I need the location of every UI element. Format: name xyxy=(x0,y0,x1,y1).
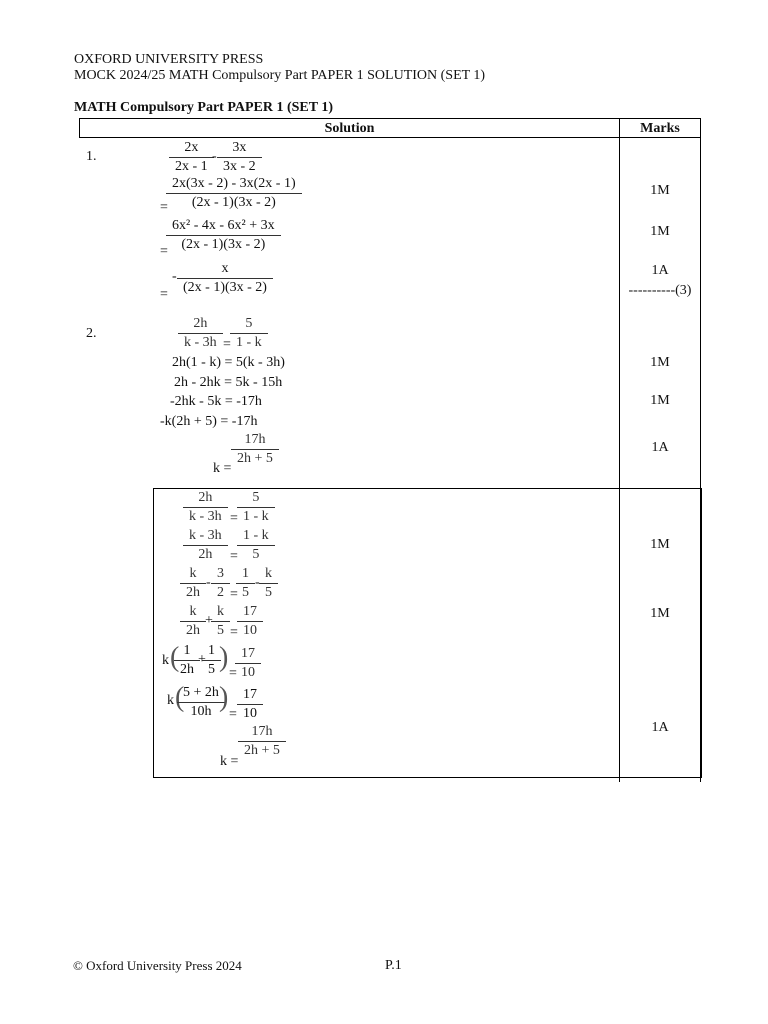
denominator: k - 3h xyxy=(178,333,223,352)
publisher: OXFORD UNIVERSITY PRESS xyxy=(74,52,264,67)
numerator: 17h xyxy=(244,432,266,447)
numerator: 5 xyxy=(245,316,253,331)
denominator: 10h xyxy=(177,702,225,721)
fraction xyxy=(186,489,225,526)
denominator: 2h xyxy=(180,621,206,640)
page-number: P.1 xyxy=(385,958,402,973)
fraction xyxy=(180,684,222,721)
equals: = xyxy=(229,707,237,722)
mark: 1M xyxy=(650,393,670,408)
fraction xyxy=(214,603,227,640)
equals: = xyxy=(230,511,238,526)
k-equals: k = xyxy=(220,754,239,769)
numerator: 1 - k xyxy=(243,528,269,543)
numerator: 2x(3x - 2) - 3x(2x - 1) xyxy=(172,176,296,191)
denominator: 10 xyxy=(235,663,261,682)
fraction xyxy=(240,489,272,526)
mark: 1A xyxy=(651,440,669,455)
equation-line: -2hk - 5k = -17h xyxy=(170,394,262,409)
denominator: 10 xyxy=(237,704,263,723)
question-number: 2. xyxy=(86,326,97,341)
denominator: k - 3h xyxy=(183,507,228,526)
denominator: 2h xyxy=(174,660,200,679)
numerator: k xyxy=(265,566,272,581)
numerator: 2h xyxy=(198,490,213,505)
operator: + xyxy=(198,652,206,667)
fraction xyxy=(181,315,220,352)
denominator: 5 xyxy=(211,621,230,640)
fraction xyxy=(177,642,197,679)
fraction xyxy=(240,603,260,640)
equals: = xyxy=(230,625,238,640)
mark: 1M xyxy=(650,183,670,198)
numerator: 3x xyxy=(232,140,247,155)
numerator: 1 xyxy=(208,643,215,658)
document-subtitle: MOCK 2024/25 MATH Compulsory Part PAPER 1 SOLUTION (SET 1) xyxy=(74,68,486,83)
numerator: 6x² - 4x - 6x² + 3x xyxy=(172,218,275,233)
denominator: 2 xyxy=(211,583,230,602)
numerator: 17 xyxy=(241,646,255,661)
numerator: 5 + 2h xyxy=(183,685,219,700)
section-title: MATH Compulsory Part PAPER 1 (SET 1) xyxy=(74,100,333,115)
denominator: (2x - 1)(3x - 2) xyxy=(166,193,302,212)
operator: + xyxy=(205,613,213,628)
fraction xyxy=(205,642,218,679)
mark: 1M xyxy=(650,537,670,552)
variable-k: k xyxy=(167,693,174,708)
denominator: 2x - 1 xyxy=(169,157,214,176)
footer-copyright: © Oxford University Press 2024 xyxy=(73,958,242,973)
equals: = xyxy=(230,549,238,564)
numerator: 1 xyxy=(183,643,191,658)
numerator: k xyxy=(189,566,197,581)
denominator: (2x - 1)(3x - 2) xyxy=(177,278,273,297)
question-number: 1. xyxy=(86,149,97,164)
numerator: 5 xyxy=(252,490,260,505)
denominator: (2x - 1)(3x - 2) xyxy=(166,235,281,254)
fraction xyxy=(240,527,272,564)
header-solution: Solution xyxy=(324,121,375,136)
mark: 1M xyxy=(650,224,670,239)
left-paren: ( xyxy=(175,682,185,713)
numerator: 17h xyxy=(251,724,273,739)
fraction xyxy=(183,565,203,602)
equals: = xyxy=(230,587,238,602)
numerator: 2h xyxy=(193,316,208,331)
fraction xyxy=(234,431,276,468)
fraction xyxy=(183,603,203,640)
numerator: 17 xyxy=(243,604,257,619)
mark: 1M xyxy=(650,606,670,621)
operator: - xyxy=(172,269,177,284)
fraction xyxy=(169,217,278,254)
mark: 1A xyxy=(651,263,669,278)
denominator: 5 xyxy=(236,583,255,602)
table-header-border xyxy=(79,137,701,138)
fraction xyxy=(214,565,227,602)
equation-line: 2h(1 - k) = 5(k - 3h) xyxy=(172,355,285,370)
denominator: 10 xyxy=(237,621,263,640)
numerator: x xyxy=(221,261,229,276)
denominator: 2h + 5 xyxy=(238,741,286,760)
numerator: 2x xyxy=(184,140,199,155)
numerator: 17 xyxy=(243,687,257,702)
table-top-border xyxy=(79,118,701,119)
k-equals: k = xyxy=(213,461,232,476)
denominator: 2h + 5 xyxy=(231,449,279,468)
denominator: 5 xyxy=(237,545,275,564)
denominator: 1 - k xyxy=(230,333,268,352)
fraction xyxy=(169,175,299,212)
fraction xyxy=(220,139,259,176)
operator: - xyxy=(212,149,217,164)
header-marks: Marks xyxy=(640,121,680,136)
equals: = xyxy=(160,287,168,302)
variable-k: k xyxy=(162,653,169,668)
numerator: k xyxy=(189,604,197,619)
denominator: 1 - k xyxy=(237,507,275,526)
numerator: 1 xyxy=(242,566,249,581)
right-paren: ) xyxy=(219,682,229,713)
fraction xyxy=(240,686,260,723)
fraction xyxy=(186,527,225,564)
right-paren: ) xyxy=(219,642,229,673)
equals: = xyxy=(160,200,168,215)
denominator: 5 xyxy=(259,583,278,602)
mark: 1M xyxy=(650,355,670,370)
equals: = xyxy=(223,337,231,352)
equals: = xyxy=(160,244,168,259)
fraction xyxy=(172,139,211,176)
fraction xyxy=(239,565,252,602)
mark: 1A xyxy=(651,720,669,735)
denominator: 2h xyxy=(183,545,228,564)
equation-line: -k(2h + 5) = -17h xyxy=(160,414,258,429)
denominator: 3x - 2 xyxy=(217,157,262,176)
denominator: 2h xyxy=(180,583,206,602)
numerator: k - 3h xyxy=(189,528,222,543)
left-paren: ( xyxy=(170,642,180,673)
numerator: 3 xyxy=(217,566,224,581)
fraction xyxy=(238,645,258,682)
fraction xyxy=(180,260,270,297)
denominator: 5 xyxy=(202,660,221,679)
mark-total: ----------(3) xyxy=(628,283,692,298)
fraction xyxy=(241,723,283,760)
operator: - xyxy=(206,575,211,590)
fraction xyxy=(233,315,265,352)
equals: = xyxy=(229,666,237,681)
operator: - xyxy=(255,575,260,590)
equation-line: 2h - 2hk = 5k - 15h xyxy=(174,375,283,390)
fraction xyxy=(262,565,275,602)
numerator: k xyxy=(217,604,224,619)
